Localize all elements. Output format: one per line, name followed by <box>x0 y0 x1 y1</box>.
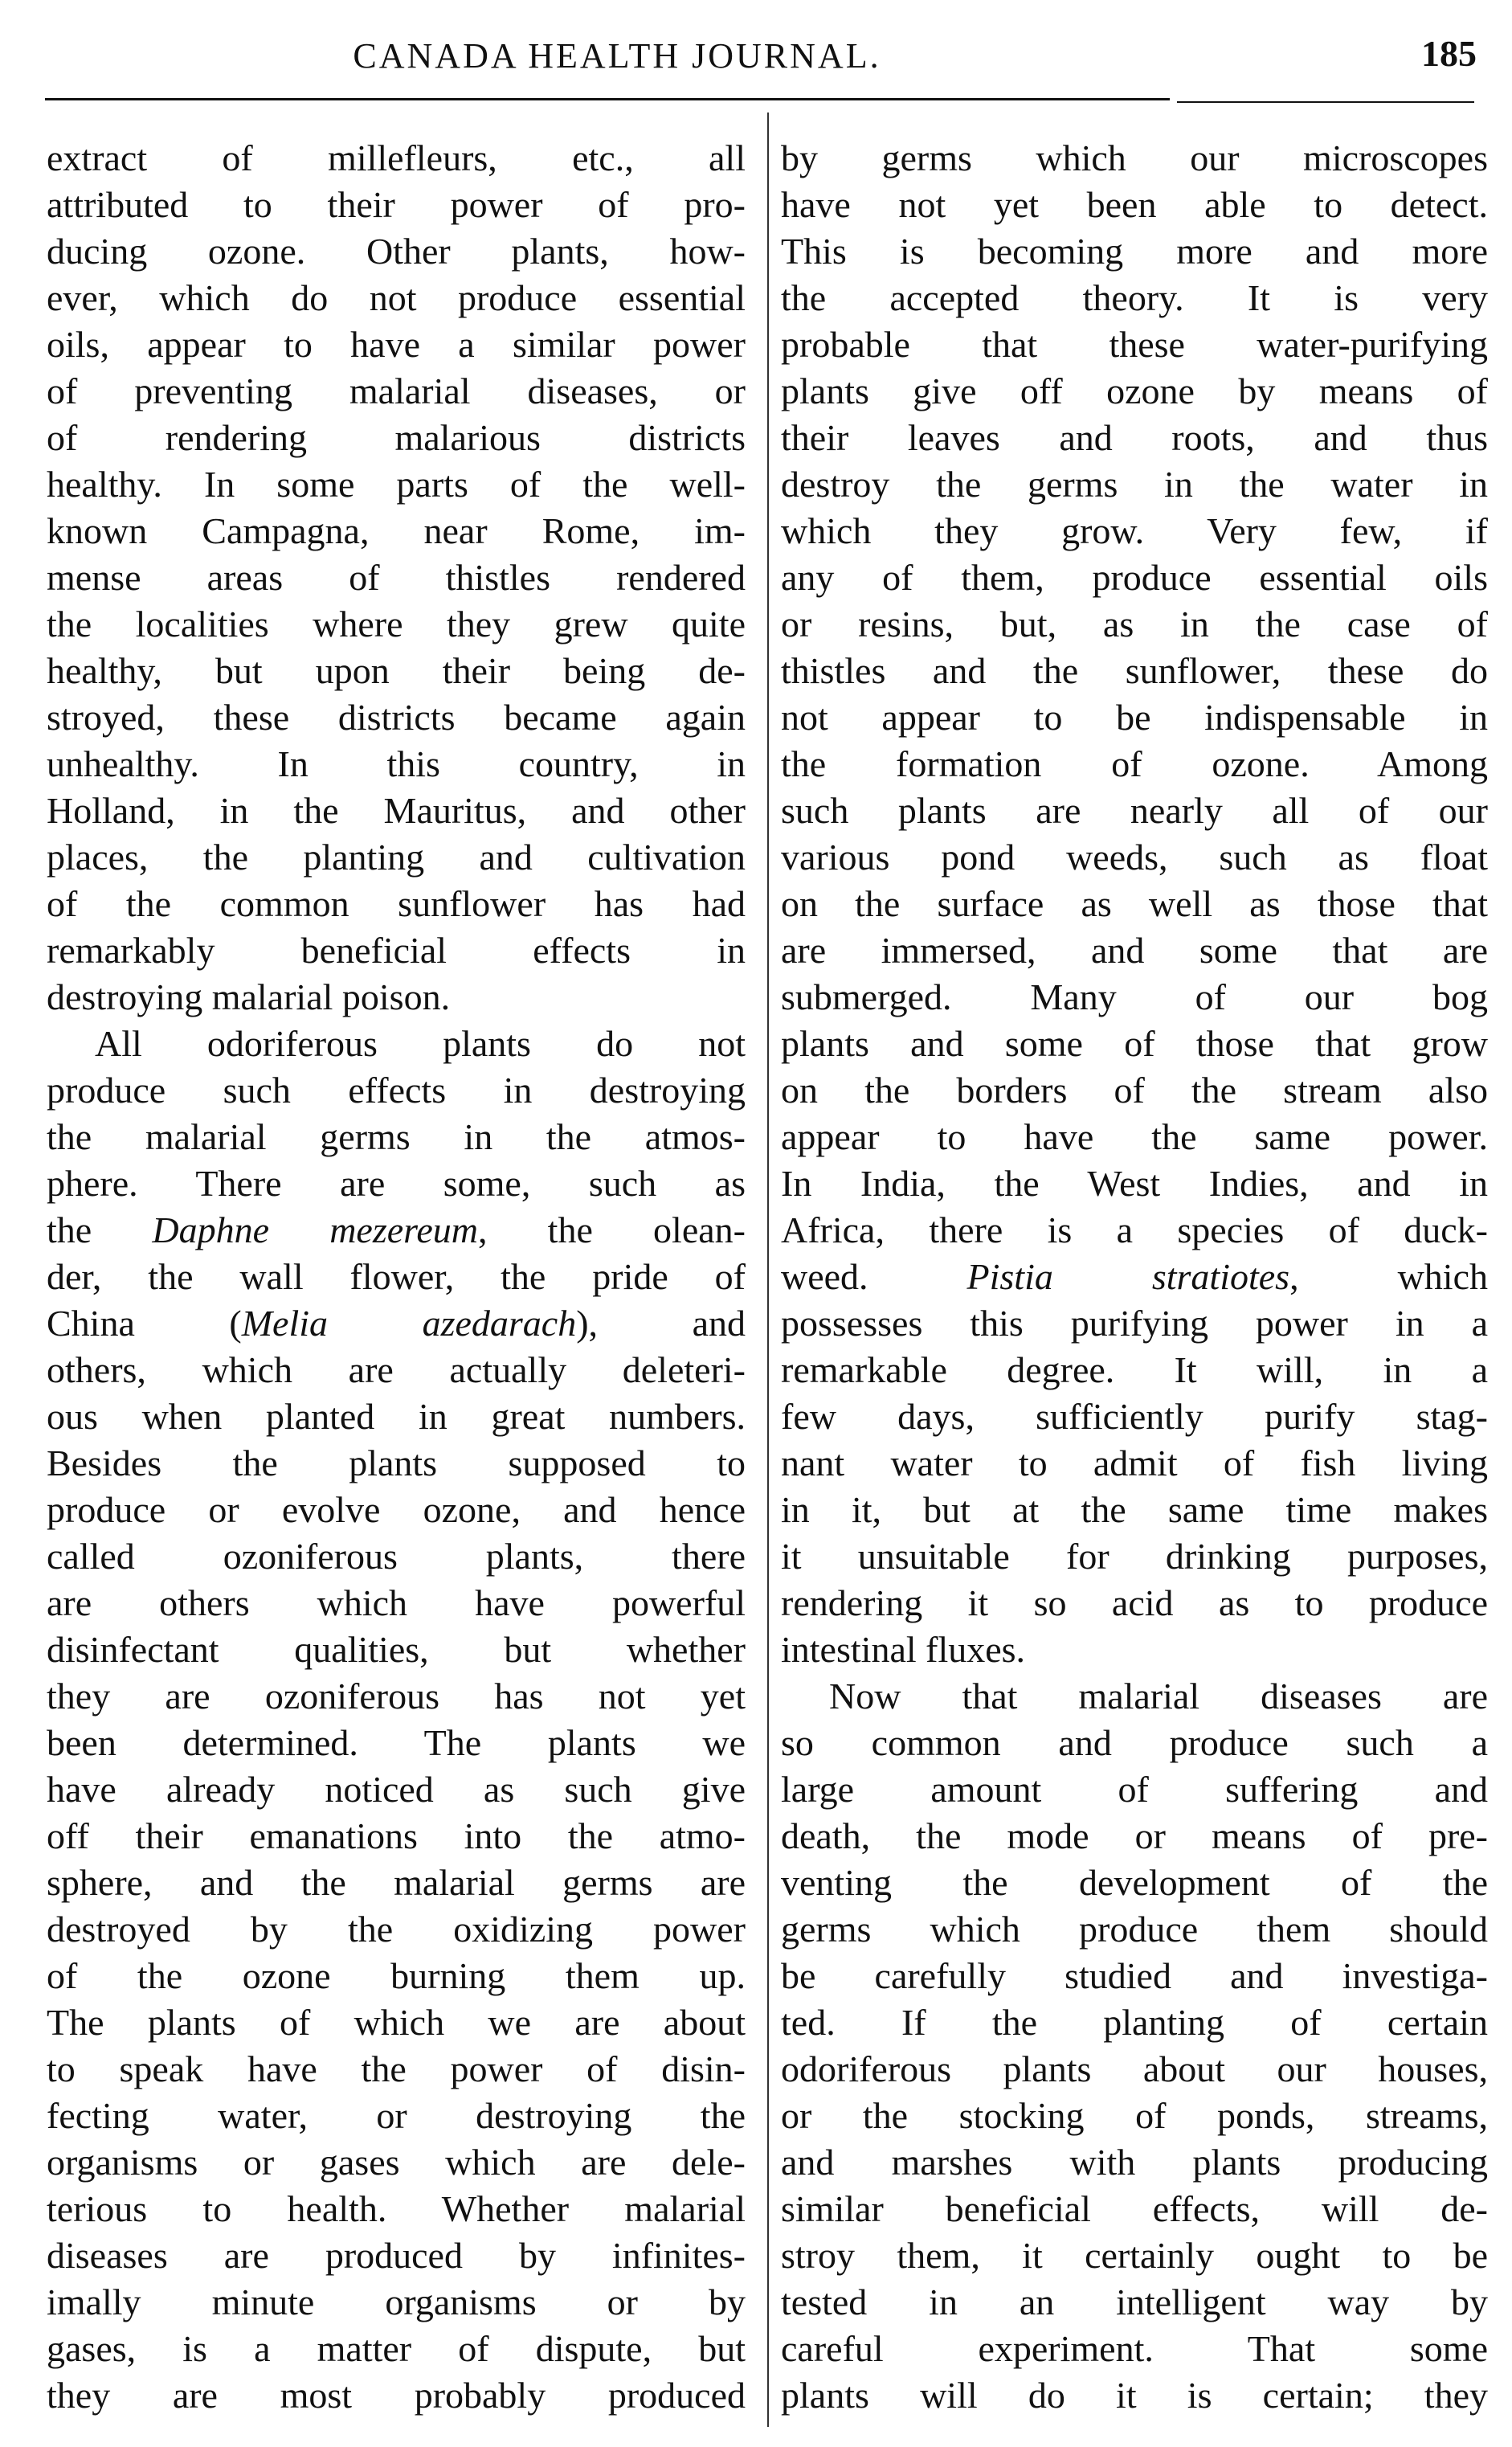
text-line: known Campagna, near Rome, im- <box>47 510 746 551</box>
text-line: This is becoming more and more <box>781 231 1488 272</box>
text-line: extract of millefleurs, etc., all <box>47 137 746 178</box>
species-name: Daphne mezereum <box>152 1209 478 1250</box>
text-line: be carefully studied and investiga- <box>781 1955 1488 1996</box>
text-line: odoriferous plants about our houses, <box>781 2048 1488 2089</box>
text-line: which they grow. Very few, if <box>781 510 1488 551</box>
species-name: Melia azedarach <box>241 1303 577 1344</box>
text-line: careful experiment. That some <box>781 2328 1488 2369</box>
text-line: possesses this purifying power in a <box>781 1303 1488 1344</box>
text-line-italic-name <box>47 1207 746 1254</box>
text-line: they are most probably produced <box>47 2375 746 2416</box>
text-line: others, which are actually deleteri- <box>47 1349 746 1390</box>
text-line: The plants of which we are about <box>47 2002 746 2043</box>
text-line: ducing ozone. Other plants, how- <box>47 231 746 272</box>
text-line: mense areas of thistles rendered <box>47 557 746 598</box>
text-line: their leaves and roots, and thus <box>781 417 1488 458</box>
text-line: venting the development of the <box>781 1862 1488 1903</box>
paragraph-odoriferous-plants <box>47 1021 746 2419</box>
text-fragment: the <box>47 1209 153 1250</box>
text-line: and marshes with plants producing <box>781 2142 1488 2183</box>
text-line: disinfectant qualities, but whether <box>47 1629 746 1670</box>
text-line: Now that malarial diseases are <box>829 1676 1488 1717</box>
text-line: so common and produce such a <box>781 1722 1488 1763</box>
text-line: ted. If the planting of certain <box>781 2002 1488 2043</box>
text-line: the formation of ozone. Among <box>781 743 1488 784</box>
text-line: death, the mode or means of pre- <box>781 1815 1488 1856</box>
text-line: plants will do it is certain; they <box>781 2375 1488 2416</box>
text-line: diseases are produced by infinites- <box>47 2235 746 2276</box>
text-line: of the ozone burning them up. <box>47 1955 746 1996</box>
text-line: imally minute organisms or by <box>47 2281 746 2322</box>
text-line: stroy them, it certainly ought to be <box>781 2235 1488 2276</box>
paragraph-sunflower <box>47 135 746 1021</box>
text-line: have not yet been able to detect. <box>781 184 1488 225</box>
text-line: Holland, in the Mauritus, and other <box>47 790 746 831</box>
journal-running-title: CANADA HEALTH JOURNAL. <box>353 36 881 76</box>
text-line: places, the planting and cultivation <box>47 837 746 878</box>
text-line: gases, is a matter of dispute, but <box>47 2328 746 2369</box>
text-line: the accepted theory. It is very <box>781 277 1488 318</box>
text-line: of the common sunflower has had <box>47 883 746 924</box>
text-line: on the borders of the stream also <box>781 1070 1488 1111</box>
text-line: probable that these water-purifying <box>781 324 1488 365</box>
text-line: All odoriferous plants do not <box>95 1023 746 1064</box>
text-line: been determined. The plants we <box>47 1722 746 1763</box>
text-line: germs which produce them should <box>781 1909 1488 1950</box>
text-line: any of them, produce essential oils <box>781 557 1488 598</box>
text-line-italic-name <box>781 1254 1488 1300</box>
text-line: phere. There are some, such as <box>47 1163 746 1204</box>
text-line: Besides the plants supposed to <box>47 1442 746 1483</box>
text-line: they are ozoniferous has not yet <box>47 1676 746 1717</box>
text-line: of preventing malarial diseases, or <box>47 370 746 411</box>
text-line: destroying malarial poison. <box>47 976 451 1017</box>
text-line: fecting water, or destroying the <box>47 2095 746 2136</box>
text-line: healthy, but upon their being de- <box>47 650 746 691</box>
text-line: produce or evolve ozone, and hence <box>47 1489 746 1530</box>
text-line: various pond weeds, such as float <box>781 837 1488 878</box>
text-line: the localities where they grew quite <box>47 604 746 644</box>
text-line: similar beneficial effects, will de- <box>781 2188 1488 2229</box>
text-line: plants give off ozone by means of <box>781 370 1488 411</box>
text-line: attributed to their power of pro- <box>47 184 746 225</box>
text-line: called ozoniferous plants, there <box>47 1536 746 1577</box>
text-line: or the stocking of ponds, streams, <box>781 2095 1488 2136</box>
page-number: 185 <box>1421 33 1477 74</box>
text-line: destroy the germs in the water in <box>781 464 1488 505</box>
text-line: rendering it so acid as to produce <box>781 1582 1488 1623</box>
text-fragment: weed. <box>781 1256 967 1297</box>
text-line: to speak have the power of disin- <box>47 2048 746 2089</box>
text-line: such plants are nearly all of our <box>781 790 1488 831</box>
paragraph-water-purifying <box>781 135 1488 1673</box>
text-line: submerged. Many of our bog <box>781 976 1488 1017</box>
text-line: few days, sufficiently purify stag- <box>781 1396 1488 1437</box>
text-fragment: , which <box>1289 1256 1488 1297</box>
text-line: of rendering malarious districts <box>47 417 746 458</box>
text-line: thistles and the sunflower, these do <box>781 650 1488 691</box>
text-fragment: , the olean- <box>478 1209 746 1250</box>
paragraph-malarial-prevention <box>781 1673 1488 2419</box>
text-line: plants and some of those that grow <box>781 1023 1488 1064</box>
text-line: not appear to be indispensable in <box>781 697 1488 738</box>
text-line: are immersed, and some that are <box>781 930 1488 971</box>
text-line: remarkably beneficial effects in <box>47 930 746 971</box>
header-rule-short <box>1177 101 1474 103</box>
text-line: remarkable degree. It will, in a <box>781 1349 1488 1390</box>
text-line: large amount of suffering and <box>781 1769 1488 1810</box>
text-line: ever, which do not produce essential <box>47 277 746 318</box>
column-divider <box>767 113 769 2427</box>
text-line: or resins, but, as in the case of <box>781 604 1488 644</box>
text-line: unhealthy. In this country, in <box>47 743 746 784</box>
text-line: tested in an intelligent way by <box>781 2281 1488 2322</box>
page-header <box>47 29 1477 85</box>
text-line: in it, but at the same time makes <box>781 1489 1488 1530</box>
text-fragment: ), and <box>576 1303 746 1344</box>
text-line: In India, the West Indies, and in <box>781 1163 1488 1204</box>
text-line: der, the wall flower, the pride of <box>47 1256 746 1297</box>
text-line: appear to have the same power. <box>781 1116 1488 1157</box>
species-name: Pistia stratiotes <box>966 1256 1290 1297</box>
text-line: oils, appear to have a similar power <box>47 324 746 365</box>
text-line: are others which have powerful <box>47 1582 746 1623</box>
text-line: the malarial germs in the atmos- <box>47 1116 746 1157</box>
text-line: off their emanations into the atmo- <box>47 1815 746 1856</box>
left-column <box>47 135 746 2419</box>
right-column <box>781 135 1488 2419</box>
text-line: ous when planted in great numbers. <box>47 1396 746 1437</box>
text-line: Africa, there is a species of duck- <box>781 1209 1488 1250</box>
text-line: nant water to admit of fish living <box>781 1442 1488 1483</box>
text-line: produce such effects in destroying <box>47 1070 746 1111</box>
text-line: on the surface as well as those that <box>781 883 1488 924</box>
text-line: healthy. In some parts of the well- <box>47 464 746 505</box>
text-line: organisms or gases which are dele- <box>47 2142 746 2183</box>
text-line: have already noticed as such give <box>47 1769 746 1810</box>
text-line-italic-name <box>47 1300 746 1347</box>
text-line: stroyed, these districts became again <box>47 697 746 738</box>
text-fragment: China ( <box>47 1303 242 1344</box>
text-line: it unsuitable for drinking purposes, <box>781 1536 1488 1577</box>
text-line: destroyed by the oxidizing power <box>47 1909 746 1950</box>
header-rule <box>45 98 1170 100</box>
text-line: terious to health. Whether malarial <box>47 2188 746 2229</box>
text-line: sphere, and the malarial germs are <box>47 1862 746 1903</box>
text-line: by germs which our microscopes <box>781 137 1488 178</box>
text-line: intestinal fluxes. <box>781 1629 1026 1670</box>
